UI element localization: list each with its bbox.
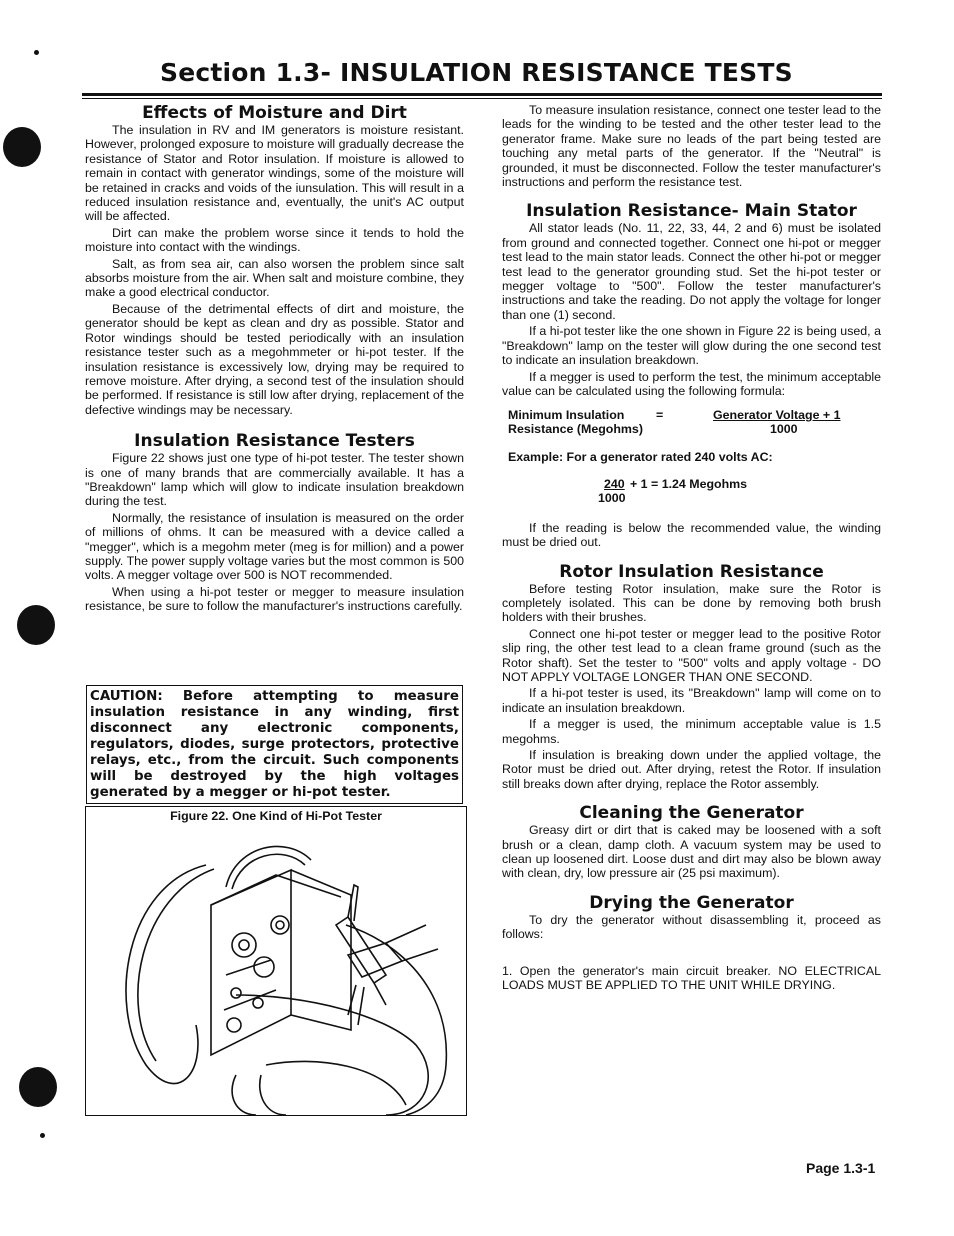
moisture-paragraph-1: The insulation in RV and IM generators is moisture resistant. However, prolonged exposure to moisture will gradually decrease the resistance of Stator and Rotor insulation. If moisture is allowed to remain in contact with generator windings, some of the moisture will be retained in cracks and voids of the iunsulation. This will result in a reduced insulation resistance and, eventually, the unit's AC output will be affected. [85, 123, 464, 224]
formula-equals: = [656, 408, 664, 423]
testers-heading: Insulation Resistance Testers [134, 431, 415, 452]
right-column [502, 103, 881, 994]
rotor-heading: Rotor Insulation Resistance [559, 561, 824, 582]
cleaning-heading: Cleaning the Generator [579, 803, 804, 824]
drying-step-1: 1. Open the generator's main circuit breaker. NO ELECTRICAL LOADS MUST BE APPLIED TO THE UNIT WHILE DRYING. [502, 963, 881, 993]
moisture-paragraph-2: Dirt can make the problem worse since it tends to hold the moisture into contact with the windings. [85, 225, 464, 255]
page-title: Section 1.3- INSULATION RESISTANCE TESTS [160, 58, 793, 87]
rotor-paragraph-3: If a hi-pot tester is used, its "Breakdown" lamp will come on to indicate an insulation breakdown. [502, 686, 881, 715]
example-result: + 1 = 1.24 Megohms [630, 476, 748, 491]
cleaning-paragraph: Greasy dirt or dirt that is caked may be loosened with a soft brush or a clean, damp cloth. A vacuum system may be used to clean up loosened dirt. Loose dust and dirt may also be blown away with clean, dry, low pressure air (25 psi maximum). [502, 823, 881, 881]
testers-paragraph-2: Normally, the resistance of insulation is measured on the order of millions of ohms. It can be measured with a device called a "megger", which is a megohm meter (meg is for million) and a power supply. The power supply voltage varies but the most common is 500 volts. A megger voltage over 500 is NOT recommended. [85, 510, 464, 583]
binder-hole-top [3, 127, 41, 167]
title-rule-thick [82, 93, 882, 96]
example-denominator: 1000 [598, 490, 626, 505]
meter-dial [232, 933, 256, 957]
formula-denominator: 1000 [770, 422, 798, 437]
stator-paragraph-3: If a megger is used to perform the test, the minimum acceptable value can be calculated using the following formula: [502, 369, 881, 398]
test-probe [336, 917, 386, 983]
left-column [85, 103, 464, 616]
testers-paragraph-3: When using a hi-pot tester or megger to measure insulation resistance, be sure to follow the manufacturer's instructions carefully. [85, 584, 464, 614]
caution-wrapper [86, 685, 463, 804]
figure-22-box [85, 806, 467, 1116]
test-clip [348, 943, 402, 977]
tester-case [211, 870, 291, 1055]
formula-left-line-1: Minimum Insulation [508, 408, 625, 423]
rotor-paragraph-4: If a megger is used, the minimum acceptable value is 1.5 megohms. [502, 717, 881, 746]
moisture-paragraph-3: Salt, as from sea air, can also worsen the problem since salt absorbs moisture from the air. When salt and moisture combine, they make a good electrical conductor. [85, 256, 464, 300]
binder-hole-bottom [19, 1067, 57, 1107]
stator-heading: Insulation Resistance- Main Stator [526, 201, 857, 222]
moisture-paragraph-4: Because of the detrimental effects of dirt and moisture, the generator should be kept as clean and dry as possible. Stator and Rotor windings should be tested periodically with an insulation resistance tester such as a megohmmeter or hi-pot tester. If the insulation resistance is excessively low, drying may be required to remove moisture. After drying, a second test of the insulation should be performed. If resistance is still low after drying, replacement of the defective windings may be necessary. [85, 301, 464, 417]
example-formula [502, 477, 881, 511]
lead-jack [227, 1018, 241, 1032]
binder-hole-middle [17, 605, 55, 645]
test-lead-cable-right [236, 995, 428, 1115]
page-number: Page 1.3-1 [806, 1160, 876, 1176]
test-lead-cable-left [126, 865, 206, 1084]
example-numerator: 240 [604, 476, 625, 491]
title-rule-thin [82, 98, 882, 99]
testers-paragraph-1: Figure 22 shows just one type of hi-pot tester. The tester shown is one of many brands that are commercially available. It has a "Breakdown" lamp which will glow to indicate insulation breakdown during the test. [85, 451, 464, 509]
rotor-paragraph-2: Connect one hi-pot tester or megger lead to the positive Rotor slip ring, the other test lead to a clean frame ground (such as the Rotor shaft). Set the tester to "500" volts and apply voltage - DO NOT APPLY VOLTAGE LONGER THAN ONE SECOND. [502, 626, 881, 684]
rotor-paragraph-5: If insulation is breaking down under the applied voltage, the Rotor must be dried out. After drying, retest the Rotor. If insulation still breaks down after drying, replace the Rotor assembly. [502, 748, 881, 791]
stator-paragraph-1: All stator leads (No. 11, 22, 33, 44, 2 and 6) must be isolated from ground and connected together. Connect one hi-pot or megger test lead to the main stator leads. Connect the other hi-pot or megger test lead to the generator grounding stud. Set the hi-pot tester or megger voltage to "500". Follow the tester manufacturer's instructions and take the reading. Do not apply the voltage for longer than one (1) second. [502, 221, 881, 322]
caution-box: CAUTION: Before attempting to measure insulation resistance in any winding, first disconnect any electronic components, regulators, diodes, surge protectors, protective relays, etc., from the circuit. Such components will be destroyed by the high voltages generated by a megger or hi-pot tester. [86, 685, 463, 804]
tester-handle [226, 846, 311, 887]
moisture-heading: Effects of Moisture and Dirt [142, 103, 407, 123]
drying-paragraph: To dry the generator without disassembling it, proceed as follows: [502, 912, 881, 942]
drying-heading: Drying the Generator [589, 892, 794, 913]
formula-numerator: Generator Voltage + 1 [713, 408, 841, 423]
hi-pot-tester-illustration [86, 825, 466, 1115]
rotor-paragraph-1: Before testing Rotor insulation, make sure the Rotor is completely isolated. This can be done by removing both brush holders with their brushes. [502, 581, 881, 625]
speck [34, 50, 39, 55]
insulation-formula [502, 408, 881, 442]
stator-paragraph-2: If a hi-pot tester like the one shown in Figure 22 is being used, a "Breakdown" lamp on the tester will glow during the one second test to indicate an insulation breakdown. [502, 324, 881, 368]
reading-paragraph: If the reading is below the recommended value, the winding must be dried out. [502, 520, 881, 550]
intro-paragraph: To measure insulation resistance, connect one tester lead to the leads for the winding to be tested and the other tester lead to the generator frame. Make sure no leads of the part being tested are touching any metal parts of the generator. If the "Neutral" is grounded, it must be disconnected. Follow the tester manufacturer's instructions and perform the resistance test. [502, 103, 881, 190]
speck [40, 1133, 45, 1138]
figure-caption: Figure 22. One Kind of Hi-Pot Tester [170, 809, 382, 823]
formula-left-line-2: Resistance (Megohms) [508, 422, 643, 437]
example-label: Example: For a generator rated 240 volts AC: [508, 450, 773, 465]
